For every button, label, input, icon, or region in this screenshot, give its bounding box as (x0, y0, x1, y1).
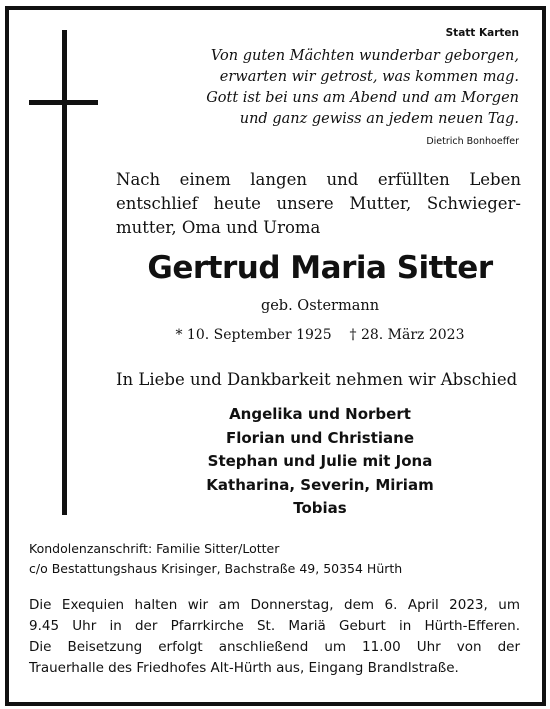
condolence-line: c/o Bestattungshaus Krisinger, Bachstraße 49, 50354 Hürth (29, 561, 403, 576)
birth-name: geb. Ostermann (260, 298, 380, 314)
poem-line: erwarten wir getrost, was kommen mag. (219, 69, 519, 85)
family-line: Angelika und Norbert (229, 405, 411, 423)
family-line: Florian und Christiane (225, 428, 414, 447)
intro-text (116, 168, 521, 240)
poem-line: Von guten Mächten wunderbar geborgen, (210, 48, 519, 64)
poem-quote (206, 46, 519, 130)
intro-line: mutter, Oma und Uroma (116, 218, 321, 237)
intro-line: Nach einem langen und erfüllten Leben (116, 170, 521, 189)
cross-icon-bar (29, 100, 98, 105)
service-line: Die Beisetzung erfolgt anschließend um 11.00 Uhr von der (29, 639, 520, 655)
family-line: Stephan und Julie mit Jona (207, 452, 433, 470)
condolence-line: Kondolenzanschrift: Familie Sitter/Lotter (29, 541, 280, 556)
intro-line: entschlief heute unsere Mutter, Schwieger- (116, 194, 521, 213)
statt-karten-label: Statt Karten (445, 27, 519, 39)
service-details (29, 595, 520, 679)
service-line: Trauerhalle des Friedhofes Alt-Hürth aus, Eingang Brandlstraße. (29, 660, 459, 676)
family-line: Tobias (293, 499, 347, 517)
life-dates: * 10. September 1925 † 28. März 2023 (175, 327, 465, 343)
service-line: 9.45 Uhr in der Pfarrkirche St. Mariä Geburt in Hürth-Efferen. (29, 618, 520, 634)
poem-author: Dietrich Bonhoeffer (426, 136, 519, 147)
farewell-text: In Liebe und Dankbarkeit nehmen wir Abschied (116, 370, 518, 389)
deceased-name: Gertrud Maria Sitter (147, 250, 493, 286)
poem-line: Gott ist bei uns am Abend und am Morgen (206, 90, 519, 106)
family-line: Katharina, Severin, Miriam (206, 475, 434, 494)
poem-line: und ganz gewiss an jedem neuen Tag. (239, 111, 519, 127)
family-list (100, 403, 540, 521)
condolence-address (29, 539, 402, 579)
service-line: Die Exequien halten wir am Donnerstag, dem 6. April 2023, um (29, 597, 520, 613)
